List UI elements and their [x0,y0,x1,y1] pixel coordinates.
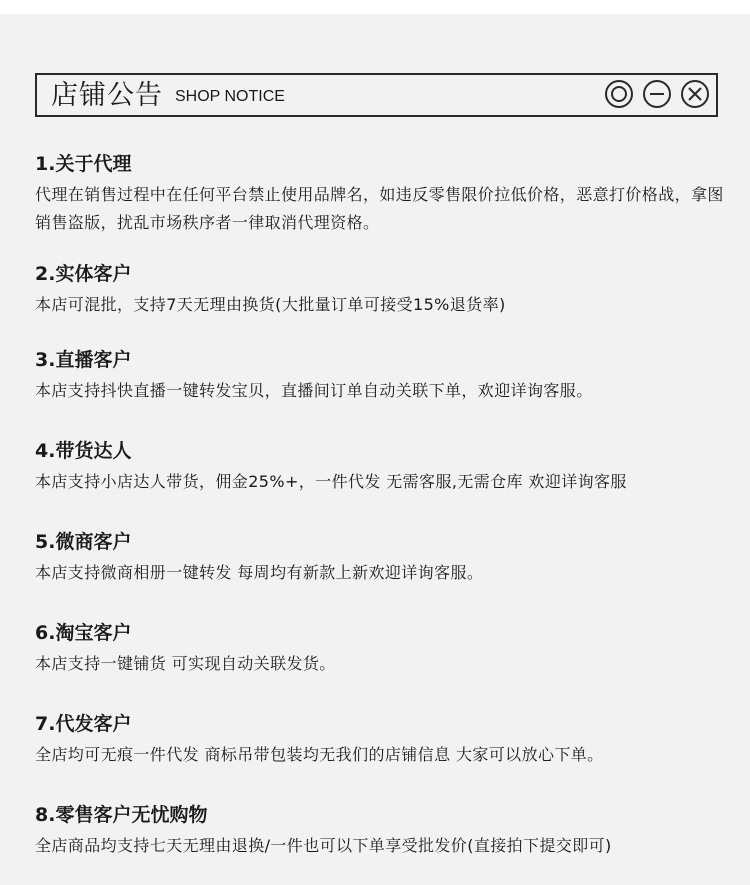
section-body: 本店支持抖快直播一键转发宝贝，直播间订单自动关联下单，欢迎详询客服。 [35,381,593,400]
section-heading: 7.代发客户 [35,713,132,735]
section-body: 本店支持小店达人带货，佣金25%+，一件代发 无需客服,无需仓库 欢迎详询客服 [35,472,627,491]
top-strip [0,0,750,14]
section-heading: 6.淘宝客户 [35,622,132,644]
notice-section-2 [35,262,725,319]
notice-section-5 [35,530,725,587]
section-heading: 4.带货达人 [35,440,132,462]
notice-section-4 [35,439,725,496]
notice-section-8 [35,803,725,860]
section-heading: 1.关于代理 [35,153,132,175]
notice-section-6 [35,621,725,678]
record-icon[interactable] [604,79,634,109]
notice-title-en: SHOP NOTICE [175,87,285,105]
minimize-icon[interactable] [642,79,672,109]
notice-section-1 [35,152,725,237]
section-body: 代理在销售过程中在任何平台禁止使用品牌名，如违反零售限价拉低价格，恶意打价格战，拿图销售盗版，扰乱市场秩序者一律取消代理资格。 [35,185,724,232]
window-controls [604,79,710,109]
section-heading: 8.零售客户无忧购物 [35,804,208,826]
section-body: 全店均可无痕一件代发 商标吊带包装均无我们的店铺信息 大家可以放心下单。 [35,745,604,764]
close-icon[interactable] [680,79,710,109]
section-body: 本店支持一键铺货 可实现自动关联发货。 [35,654,336,673]
section-heading: 5.微商客户 [35,531,132,553]
section-body: 全店商品均支持七天无理由退换/一件也可以下单享受批发价(直接拍下提交即可) [35,836,612,855]
section-heading: 3.直播客户 [35,349,132,371]
section-heading: 2.实体客户 [35,263,132,285]
notice-section-3 [35,348,725,405]
notice-title-cn: 店铺公告 [51,79,163,111]
section-body: 本店支持微商相册一键转发 每周均有新款上新欢迎详询客服。 [35,563,484,582]
notice-header-bar [35,73,718,117]
notice-section-7 [35,712,725,769]
section-body: 本店可混批，支持7天无理由换货(大批量订单可接受15%退货率) [35,295,506,314]
